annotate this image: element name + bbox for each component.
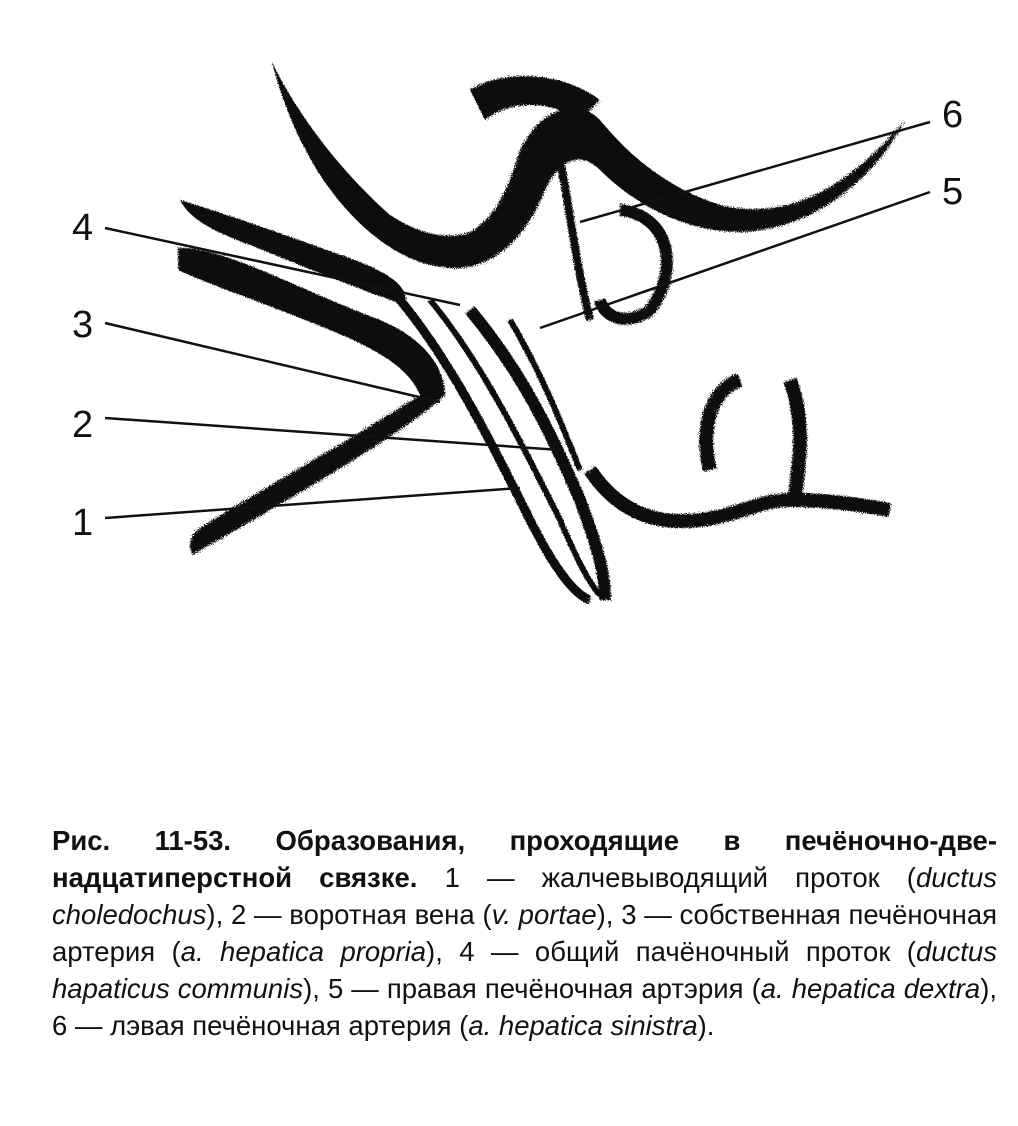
caption-item-4: 4 — общий пачёночный проток (ductus hapaticus communis), — [52, 936, 997, 1004]
label-5: 5 — [942, 171, 964, 213]
caption-number: Рис. 11-53. — [52, 825, 232, 856]
label-1: 1 — [72, 502, 94, 544]
caption-item-3: 3 — собственная печёночная артерия (a. hepatica propria), — [52, 899, 998, 967]
figure-caption — [52, 822, 997, 1044]
label-3: 3 — [72, 304, 94, 346]
label-2: 2 — [72, 404, 94, 446]
caption-item-2: 2 — воротная вена (v. portae), — [230, 899, 614, 930]
caption-item-5: 5 — правая печёночная артэрия (a. hepatica dextra), — [327, 973, 997, 1004]
label-6: 6 — [942, 94, 964, 136]
liver-lower-edge — [272, 62, 905, 268]
label-4: 4 — [72, 207, 94, 249]
caption-item-6: 6 — лэвая печёночная артерия (a. hepatica sinistra). — [52, 1010, 715, 1041]
caption-item-1: 1 — жалчевыводящий проток (ductus choledochus), — [52, 862, 997, 930]
caption-title: Образования, проходящие в печёночно-две-надцатиперстной связке. — [52, 825, 997, 893]
duodenum-right — [590, 380, 890, 521]
